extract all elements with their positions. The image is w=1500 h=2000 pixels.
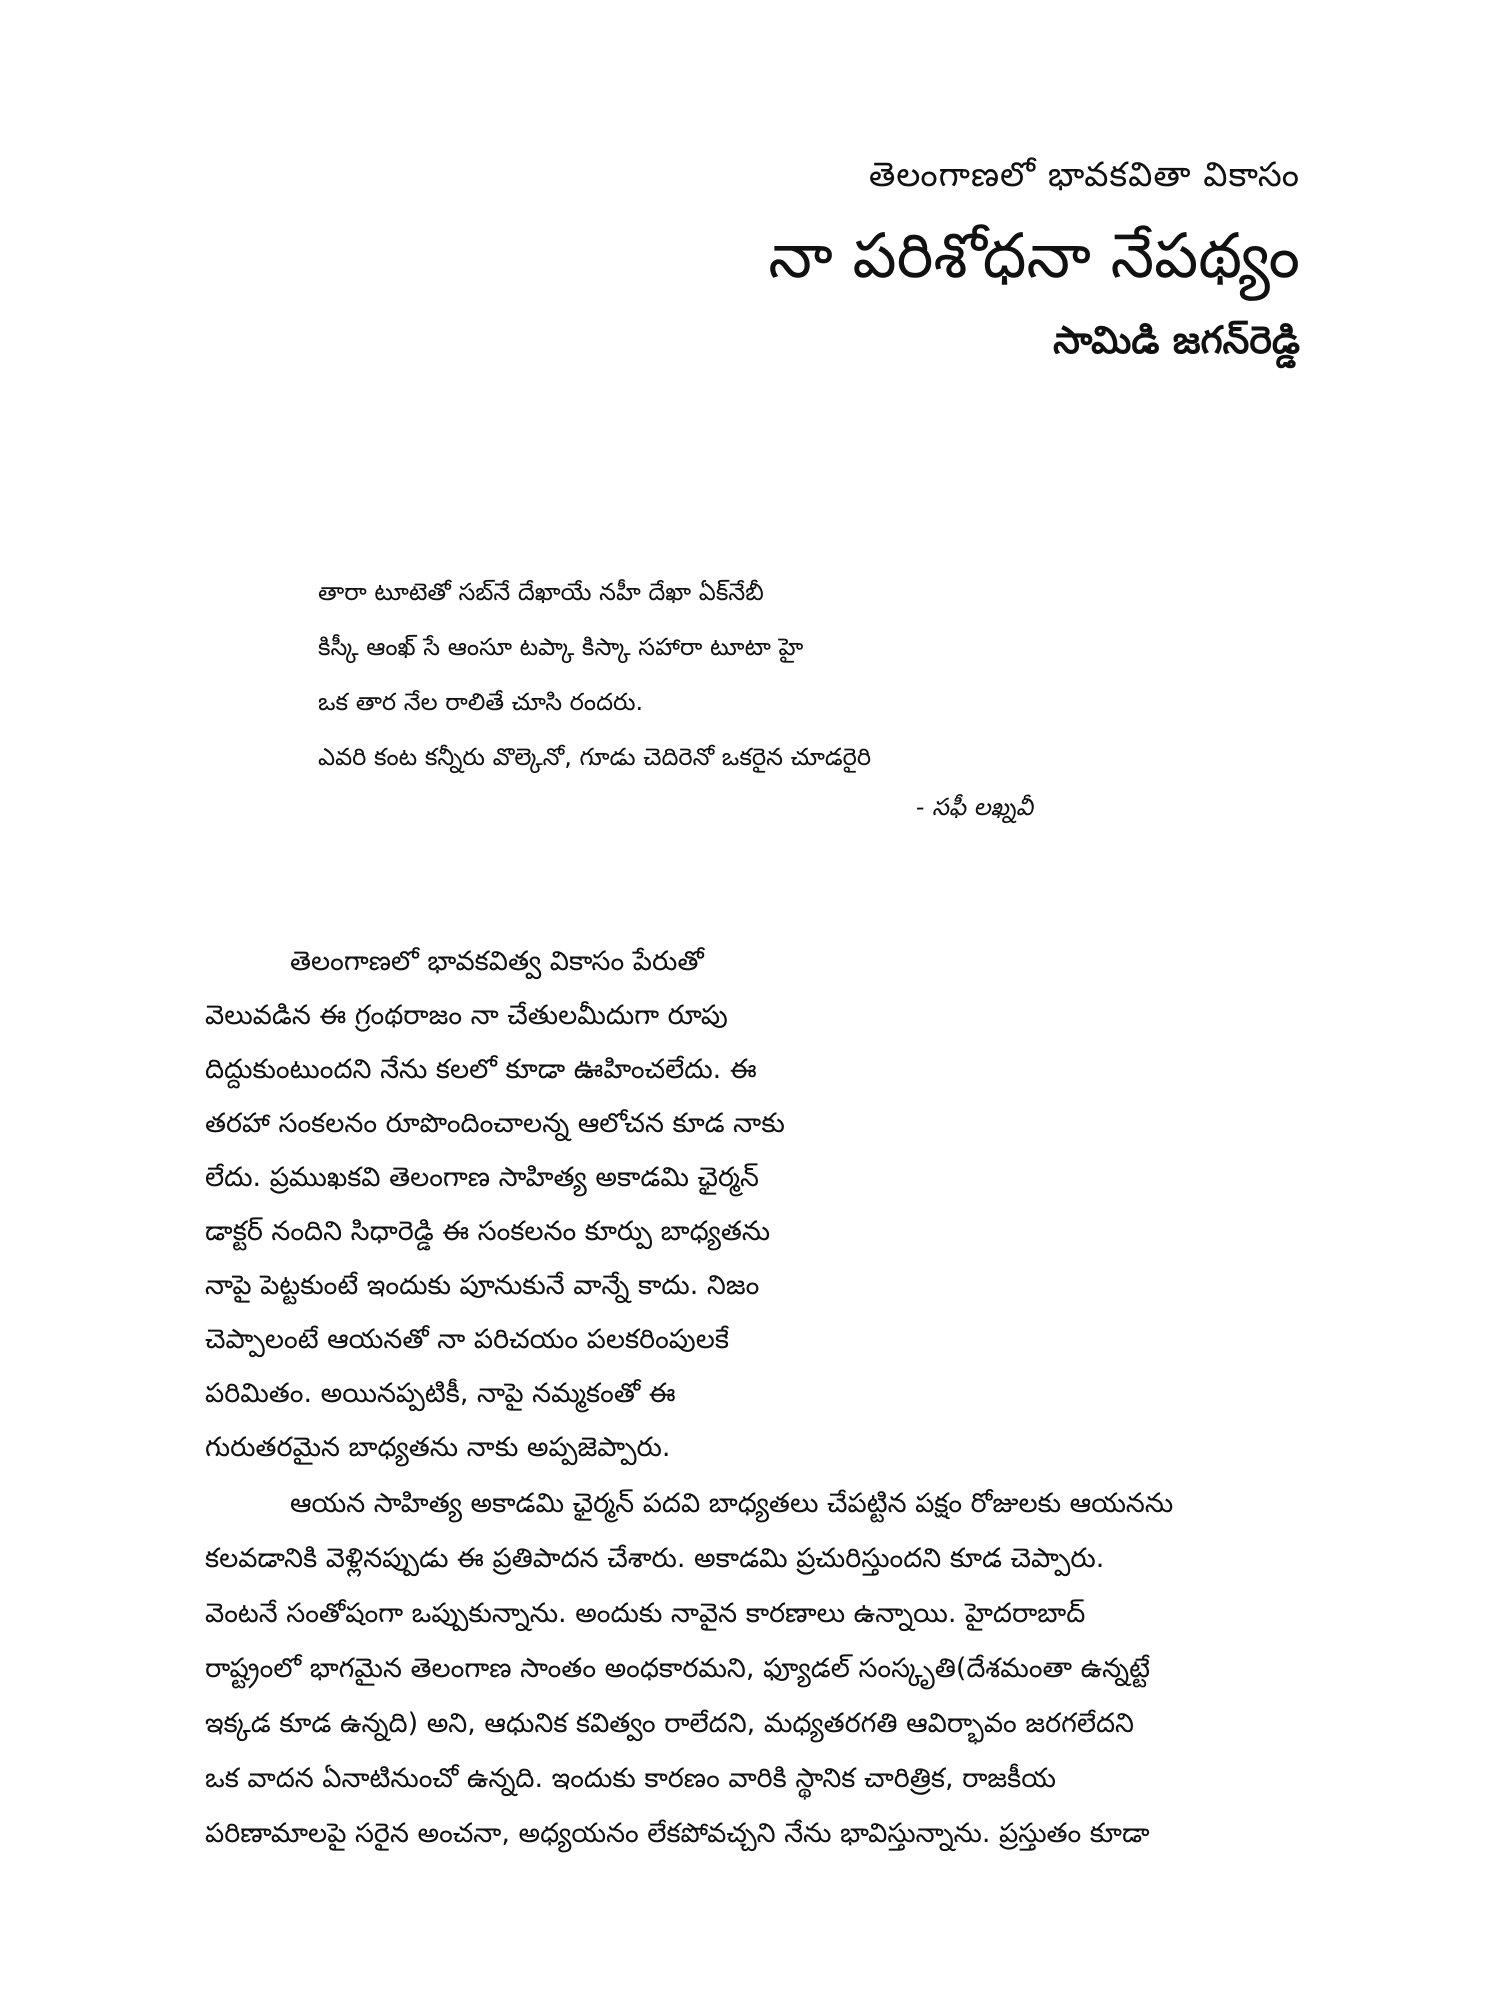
body-line: ఇక్కడ కూడ ఉన్నది) అని, ఆధునిక కవిత్వం రాలేదని, మధ్యతరగతి ఆవిర్భావం జరగలేదని — [205, 1708, 1134, 1739]
epigraph-line: తారా టూటెతో సబ్‌నే దేఖాయే నహీ దేఖా ఏక్‌నేబీ — [318, 578, 764, 606]
body-line: లేదు. ప్రముఖకవి తెలంగాణ సాహిత్య అకాడమి ఛైర్మన్ — [205, 1162, 759, 1193]
body-line: రాష్ట్రంలో భాగమైన తెలంగాణ సాంతం అంధకారమని, ఫ్యూడల్ సంస్కృతి(దేశమంతా ఉన్నట్టే — [205, 1653, 1150, 1684]
body-line: తెలంగాణలో భావకవిత్వ వికాసం పేరుతో — [290, 946, 704, 977]
body-line: పరిణామాలపై సరైన అంచనా, అధ్యయనం లేకపోవచ్చని నేను భావిస్తున్నాను. ప్రస్తుతం కూడా — [205, 1818, 1150, 1849]
epigraph-line: కిస్కీ ఆంఖ్ సే ఆంసూ టప్కా కిస్కా సహారా టూటా హై — [318, 633, 804, 661]
author-name: సామిడి జగన్‌రెడ్డి — [1053, 318, 1300, 362]
body-line: దిద్దుకుంటుందని నేను కలలో కూడా ఊహించలేదు. ఈ — [205, 1054, 757, 1085]
body-line: డాక్టర్ నందిని సిధారెడ్డి ఈ సంకలనం కూర్పు బాధ్యతను — [205, 1216, 771, 1247]
body-line: కలవడానికి వెళ్లినప్పుడు ఈ ప్రతిపాదన చేశారు. అకాడమి ప్రచురిస్తుందని కూడ చెప్పారు. — [205, 1543, 1105, 1574]
epigraph-line: ఒక తార నేల రాలితే చూసి రందరు. — [318, 688, 644, 716]
article-header — [768, 150, 1300, 370]
epigraph — [318, 565, 1118, 829]
body-line: ఆయన సాహిత్య అకాడమి ఛైర్మన్ పదవి బాధ్యతలు చేపట్టిన పక్షం రోజులకు ఆయనను — [290, 1488, 1174, 1519]
body-line: ఒక వాదన ఏనాటినుంచో ఉన్నది. ఇందుకు కారణం వారికి స్థానిక చారిత్రిక, రాజకీయ — [205, 1763, 1056, 1794]
body-line: వెంటనే సంతోషంగా ఒప్పుకున్నాను. అందుకు నావైన కారణాలు ఉన్నాయి. హైదరాబాద్ — [205, 1598, 1086, 1629]
body-line: పరిమితం. అయినప్పటికీ, నాపై నమ్మకంతో ఈ — [205, 1378, 676, 1409]
body-text-full-width — [205, 1476, 1300, 1861]
body-line: గురుతరమైన బాధ్యతను నాకు అప్పజెప్పారు. — [205, 1432, 671, 1463]
body-line: వెలువడిన ఈ గ్రంథరాజం నా చేతులమీదుగా రూపు — [205, 1000, 728, 1031]
body-line: తరహా సంకలనం రూపొందించాలన్న ఆలోచన కూడ నాకు — [205, 1108, 785, 1139]
epigraph-line: ఎవరి కంట కన్నీరు వొల్కెనో, గూడు చెదిరెనో ఒకరైన చూడరైరి — [318, 743, 872, 771]
body-text-column — [205, 935, 885, 1475]
page-title: నా పరిశోధనా నేపథ్యం — [768, 219, 1300, 292]
body-line: చెప్పాలంటే ఆయనతో నా పరిచయం పలకరింపులకే — [205, 1324, 729, 1355]
epigraph-attribution: - సఫీ లఖ్నవీ — [915, 793, 1033, 821]
series-title: తెలంగాణలో భావకవితా వికాసం — [868, 155, 1300, 195]
body-line: నాపై పెట్టకుంటే ఇందుకు పూనుకునే వాన్నే కాదు. నిజం — [205, 1270, 760, 1301]
